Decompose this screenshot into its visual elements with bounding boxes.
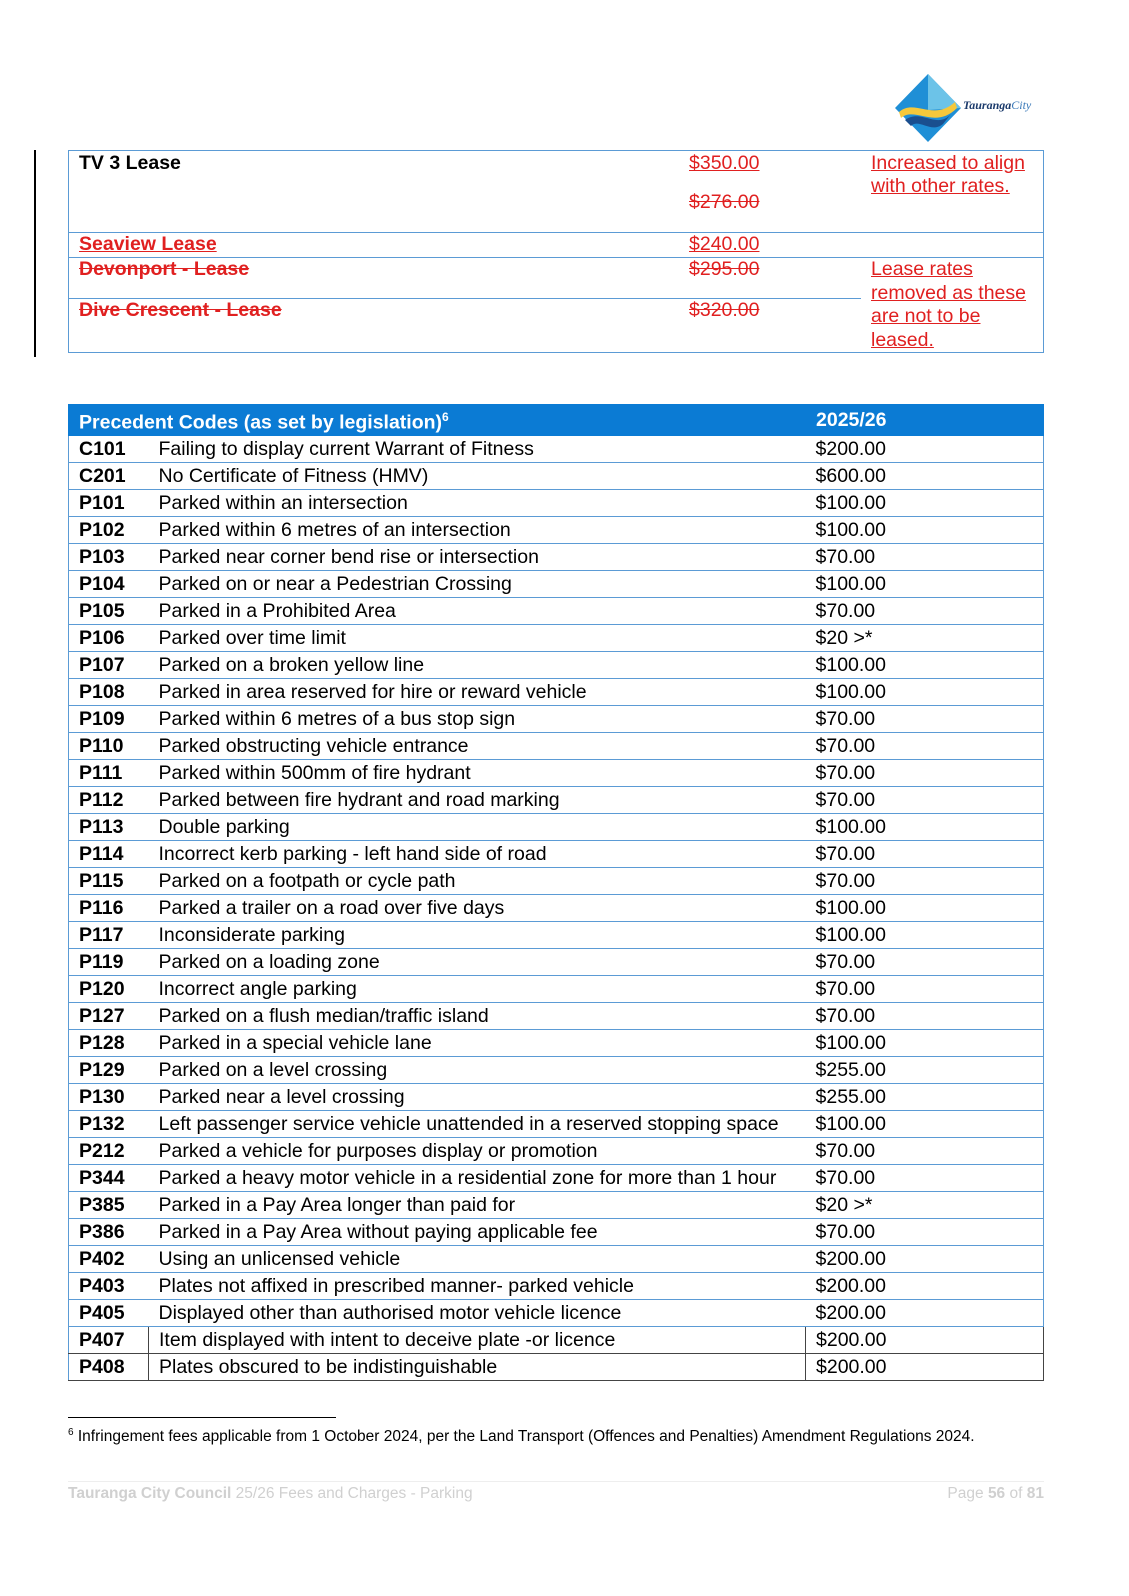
code-row: [69, 624, 1044, 651]
precedent-codes-table: [68, 404, 1044, 1381]
code-fee-cell: $200.00: [806, 1326, 1044, 1353]
footnote-rule: [68, 1417, 336, 1418]
code-row: [69, 921, 1044, 948]
code-code-cell: P113: [69, 813, 149, 840]
code-code-cell: P104: [69, 570, 149, 597]
code-fee-cell: $70.00: [806, 705, 1044, 732]
code-desc-cell: Item displayed with intent to deceive plate -or licence: [149, 1326, 806, 1353]
code-fee-cell: $200.00: [806, 1353, 1044, 1380]
lease-name-cell: [69, 299, 680, 353]
code-desc-cell: Double parking: [149, 813, 806, 840]
code-desc-cell: Parked on a loading zone: [149, 948, 806, 975]
code-code-cell: P385: [69, 1191, 149, 1218]
code-desc-cell: No Certificate of Fitness (HMV): [149, 462, 806, 489]
lease-table: [68, 150, 1044, 353]
council-logo: [893, 72, 1063, 144]
code-row: [69, 732, 1044, 759]
code-code-cell: C201: [69, 462, 149, 489]
lease-row: [69, 258, 1044, 299]
code-fee-cell: $200.00: [806, 435, 1044, 462]
code-fee-cell: $70.00: [806, 840, 1044, 867]
footer-doc-title: [68, 1485, 473, 1503]
code-code-cell: P120: [69, 975, 149, 1002]
code-code-cell: P108: [69, 678, 149, 705]
code-desc-cell: Parked on a footpath or cycle path: [149, 867, 806, 894]
footer-doc: 25/26 Fees and Charges - Parking: [235, 1485, 473, 1502]
devonport-lease-name: Devonport - Lease: [79, 258, 250, 280]
code-fee-cell: $200.00: [806, 1299, 1044, 1326]
code-row: [69, 948, 1044, 975]
code-row: [69, 516, 1044, 543]
code-fee-cell: $70.00: [806, 948, 1044, 975]
lease-row: [69, 233, 1044, 258]
code-code-cell: P105: [69, 597, 149, 624]
code-code-cell: P402: [69, 1245, 149, 1272]
code-fee-cell: $100.00: [806, 1029, 1044, 1056]
code-fee-cell: $20 >*: [806, 1191, 1044, 1218]
code-row: [69, 786, 1044, 813]
code-row: [69, 1110, 1044, 1137]
lease-note-cell: [861, 258, 1044, 353]
code-code-cell: P101: [69, 489, 149, 516]
code-fee-cell: $255.00: [806, 1083, 1044, 1110]
code-fee-cell: $70.00: [806, 543, 1044, 570]
code-desc-cell: Parked in a Prohibited Area: [149, 597, 806, 624]
tv3-lease-name: TV 3 Lease: [79, 152, 181, 174]
code-row: [69, 435, 1044, 462]
logo-city: City: [1011, 98, 1032, 112]
code-code-cell: P107: [69, 651, 149, 678]
code-row: [69, 759, 1044, 786]
logo-name: Tauranga: [963, 98, 1012, 112]
code-fee-cell: $100.00: [806, 921, 1044, 948]
dive-crescent-lease-name: Dive Crescent - Lease: [79, 299, 282, 321]
code-row: [69, 489, 1044, 516]
code-row: [69, 1029, 1044, 1056]
code-row: [69, 894, 1044, 921]
code-fee-cell: $70.00: [806, 759, 1044, 786]
code-row: [69, 570, 1044, 597]
code-fee-cell: $70.00: [806, 1137, 1044, 1164]
code-code-cell: P405: [69, 1299, 149, 1326]
code-code-cell: P109: [69, 705, 149, 732]
lease-fee-cell: [679, 233, 861, 258]
footer-page-number: Page 56 of 81: [947, 1485, 1044, 1502]
footnote-text: Infringement fees applicable from 1 October 2024, per the Land Transport (Offences and Penalties) Amendment Regulations 2024.: [77, 1428, 975, 1446]
logo-emblem-icon: [893, 72, 963, 144]
devonport-fee: $295.00: [689, 258, 760, 280]
code-fee-cell: $600.00: [806, 462, 1044, 489]
seaview-fee: $240.00: [689, 233, 760, 255]
code-code-cell: P127: [69, 1002, 149, 1029]
code-fee-cell: $100.00: [806, 813, 1044, 840]
code-code-cell: P106: [69, 624, 149, 651]
code-code-cell: P119: [69, 948, 149, 975]
code-fee-cell: $255.00: [806, 1056, 1044, 1083]
code-fee-cell: $70.00: [806, 1218, 1044, 1245]
code-row: [69, 678, 1044, 705]
code-fee-cell: $70.00: [806, 975, 1044, 1002]
removed-note: Lease rates removed as these are not to be leased.: [871, 258, 1027, 351]
code-row: [69, 1218, 1044, 1245]
code-code-cell: P408: [69, 1353, 149, 1380]
code-row: [69, 975, 1044, 1002]
code-desc-cell: Parked near corner bend rise or intersection: [149, 543, 806, 570]
code-fee-cell: $70.00: [806, 1164, 1044, 1191]
lease-fee-cell: [679, 258, 861, 299]
code-fee-cell: $70.00: [806, 597, 1044, 624]
code-row: [69, 1002, 1044, 1029]
code-fee-cell: $100.00: [806, 678, 1044, 705]
lease-fee-cell: [679, 299, 861, 353]
code-code-cell: P110: [69, 732, 149, 759]
lease-name-cell: [69, 258, 680, 299]
code-fee-cell: $20 >*: [806, 624, 1044, 651]
code-code-cell: P115: [69, 867, 149, 894]
dive-crescent-fee: $320.00: [689, 299, 760, 321]
code-code-cell: P212: [69, 1137, 149, 1164]
code-fee-cell: $100.00: [806, 894, 1044, 921]
code-row: [69, 867, 1044, 894]
code-fee-cell: $100.00: [806, 651, 1044, 678]
code-row: [69, 1353, 1044, 1380]
code-fee-cell: $70.00: [806, 867, 1044, 894]
code-row: [69, 1272, 1044, 1299]
code-row: [69, 1326, 1044, 1353]
codes-body: [69, 435, 1044, 1380]
footnote: [68, 1423, 1028, 1447]
code-desc-cell: Inconsiderate parking: [149, 921, 806, 948]
code-row: [69, 597, 1044, 624]
codes-header-year: 2025/26: [806, 405, 1044, 436]
lease-note-cell: [861, 233, 1044, 258]
code-desc-cell: Using an unlicensed vehicle: [149, 1245, 806, 1272]
code-desc-cell: Parked between fire hydrant and road marking: [149, 786, 806, 813]
code-code-cell: P344: [69, 1164, 149, 1191]
lease-fee-cell: [679, 151, 861, 233]
lease-name-cell: [69, 233, 680, 258]
code-desc-cell: Parked on a broken yellow line: [149, 651, 806, 678]
code-code-cell: P403: [69, 1272, 149, 1299]
code-desc-cell: Parked within an intersection: [149, 489, 806, 516]
lease-row: [69, 151, 1044, 233]
code-code-cell: P407: [69, 1326, 149, 1353]
code-row: [69, 1191, 1044, 1218]
code-row: [69, 1056, 1044, 1083]
code-code-cell: P132: [69, 1110, 149, 1137]
tv3-note: Increased to align with other rates.: [871, 152, 1025, 197]
code-fee-cell: $100.00: [806, 489, 1044, 516]
code-desc-cell: Failing to display current Warrant of Fitness: [149, 435, 806, 462]
code-row: [69, 543, 1044, 570]
code-row: [69, 840, 1044, 867]
code-desc-cell: Parked a heavy motor vehicle in a residential zone for more than 1 hour: [149, 1164, 806, 1191]
code-desc-cell: Left passenger service vehicle unattended in a reserved stopping space: [149, 1110, 806, 1137]
code-row: [69, 651, 1044, 678]
code-row: [69, 813, 1044, 840]
seaview-lease-name: Seaview Lease: [79, 233, 217, 255]
tv3-new-fee: $350.00: [689, 152, 760, 174]
code-desc-cell: Parked within 500mm of fire hydrant: [149, 759, 806, 786]
code-row: [69, 1083, 1044, 1110]
code-desc-cell: Plates not affixed in prescribed manner- parked vehicle: [149, 1272, 806, 1299]
code-desc-cell: Parked on or near a Pedestrian Crossing: [149, 570, 806, 597]
code-code-cell: P117: [69, 921, 149, 948]
code-desc-cell: Parked a trailer on a road over five days: [149, 894, 806, 921]
code-desc-cell: Parked obstructing vehicle entrance: [149, 732, 806, 759]
code-fee-cell: $70.00: [806, 1002, 1044, 1029]
code-desc-cell: Parked over time limit: [149, 624, 806, 651]
code-desc-cell: Parked a vehicle for purposes display or promotion: [149, 1137, 806, 1164]
code-fee-cell: $100.00: [806, 516, 1044, 543]
tv3-old-fee: $276.00: [689, 191, 760, 213]
code-desc-cell: Parked in a special vehicle lane: [149, 1029, 806, 1056]
code-desc-cell: Plates obscured to be indistinguishable: [149, 1353, 806, 1380]
code-desc-cell: Displayed other than authorised motor vehicle licence: [149, 1299, 806, 1326]
code-desc-cell: Parked within 6 metres of a bus stop sign: [149, 705, 806, 732]
change-bar: [34, 150, 36, 357]
code-desc-cell: Incorrect kerb parking - left hand side of road: [149, 840, 806, 867]
code-code-cell: P130: [69, 1083, 149, 1110]
code-code-cell: P128: [69, 1029, 149, 1056]
code-fee-cell: $100.00: [806, 570, 1044, 597]
lease-name-cell: [69, 151, 680, 233]
code-desc-cell: Parked on a level crossing: [149, 1056, 806, 1083]
code-row: [69, 462, 1044, 489]
code-fee-cell: $200.00: [806, 1245, 1044, 1272]
footnote-number: 6: [68, 1427, 74, 1438]
lease-note-cell: [861, 151, 1044, 233]
code-row: [69, 705, 1044, 732]
code-row: [69, 1164, 1044, 1191]
codes-header-row: [69, 405, 1044, 436]
code-code-cell: P102: [69, 516, 149, 543]
code-fee-cell: $70.00: [806, 786, 1044, 813]
code-code-cell: P111: [69, 759, 149, 786]
footer-rule: [68, 1481, 1044, 1482]
code-code-cell: P129: [69, 1056, 149, 1083]
code-fee-cell: $200.00: [806, 1272, 1044, 1299]
code-fee-cell: $100.00: [806, 1110, 1044, 1137]
code-code-cell: P112: [69, 786, 149, 813]
code-fee-cell: $70.00: [806, 732, 1044, 759]
code-row: [69, 1137, 1044, 1164]
footer-org: Tauranga City Council: [68, 1485, 232, 1502]
code-desc-cell: Parked in a Pay Area longer than paid for: [149, 1191, 806, 1218]
code-desc-cell: Parked in a Pay Area without paying applicable fee: [149, 1218, 806, 1245]
code-desc-cell: Parked near a level crossing: [149, 1083, 806, 1110]
code-code-cell: P103: [69, 543, 149, 570]
code-code-cell: C101: [69, 435, 149, 462]
code-code-cell: P114: [69, 840, 149, 867]
code-desc-cell: Parked on a flush median/traffic island: [149, 1002, 806, 1029]
codes-header-title: Precedent Codes (as set by legislation)$^6$: [69, 405, 806, 436]
code-row: [69, 1245, 1044, 1272]
code-row: [69, 1299, 1044, 1326]
code-desc-cell: Parked within 6 metres of an intersection: [149, 516, 806, 543]
code-desc-cell: Parked in area reserved for hire or reward vehicle: [149, 678, 806, 705]
code-desc-cell: Incorrect angle parking: [149, 975, 806, 1002]
code-code-cell: P116: [69, 894, 149, 921]
code-code-cell: P386: [69, 1218, 149, 1245]
